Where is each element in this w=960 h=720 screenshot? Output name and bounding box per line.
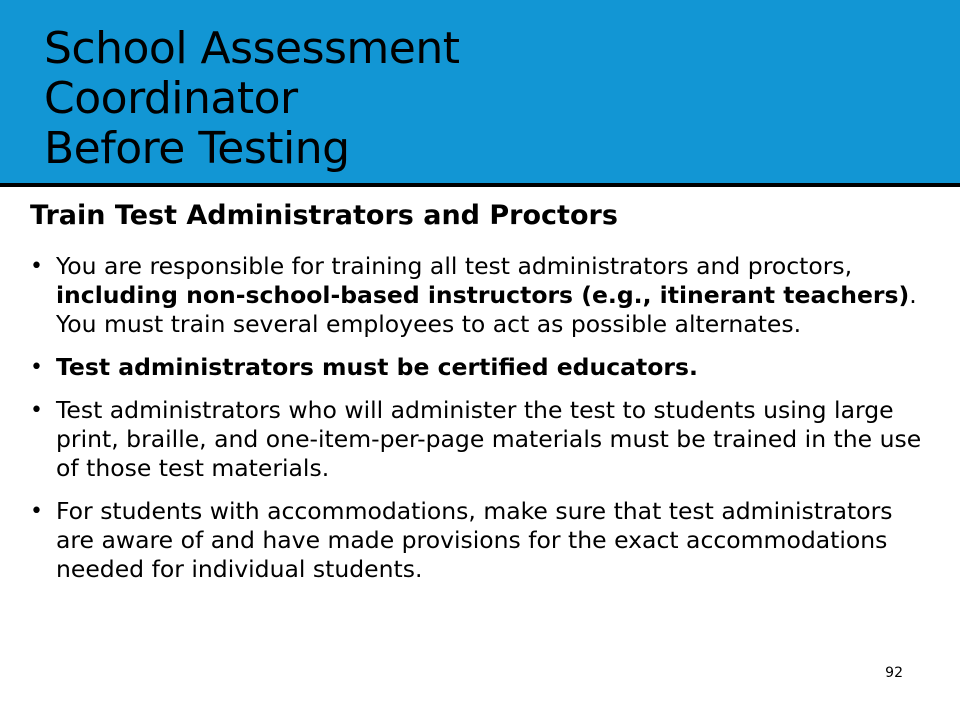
slide-title-line-3: Before Testing bbox=[44, 123, 350, 174]
bullet-item bbox=[30, 353, 935, 382]
bullet-text-plain: For students with accommodations, make sure that test administrators are aware of and have made provisions for the exact accommodations needed for individual students. bbox=[56, 497, 893, 583]
bullet-marker: • bbox=[30, 355, 43, 380]
section-heading: Train Test Administrators and Proctors bbox=[30, 200, 618, 231]
bullet-item bbox=[30, 396, 935, 483]
bullet-text-plain: You are responsible for training all test administrators and proctors, bbox=[56, 252, 853, 280]
bullet-item bbox=[30, 252, 935, 339]
bullet-item bbox=[30, 497, 935, 584]
title-banner bbox=[0, 0, 960, 187]
page-number: 92 bbox=[885, 665, 903, 681]
bullet-text-plain: Test administrators who will administer the test to students using large print, braille, and one-item-per-page materials must be trained in the use of those test materials. bbox=[56, 396, 922, 482]
bullet-marker: • bbox=[30, 254, 43, 279]
bullet-text-bold: including non-school-based instructors (e.g., itinerant teachers) bbox=[56, 281, 910, 309]
slide-title-line-2: Coordinator bbox=[44, 73, 298, 124]
bullet-text-plain: . You must train several employees to act as possible alternates. bbox=[56, 281, 917, 338]
bullet-marker: • bbox=[30, 398, 43, 423]
bullet-text-bold: Test administrators must be certified educators. bbox=[56, 353, 698, 381]
slide-title bbox=[44, 24, 460, 174]
bullet-marker: • bbox=[30, 499, 43, 524]
bullet-list bbox=[30, 252, 935, 599]
slide-title-line-1: School Assessment bbox=[44, 23, 460, 74]
